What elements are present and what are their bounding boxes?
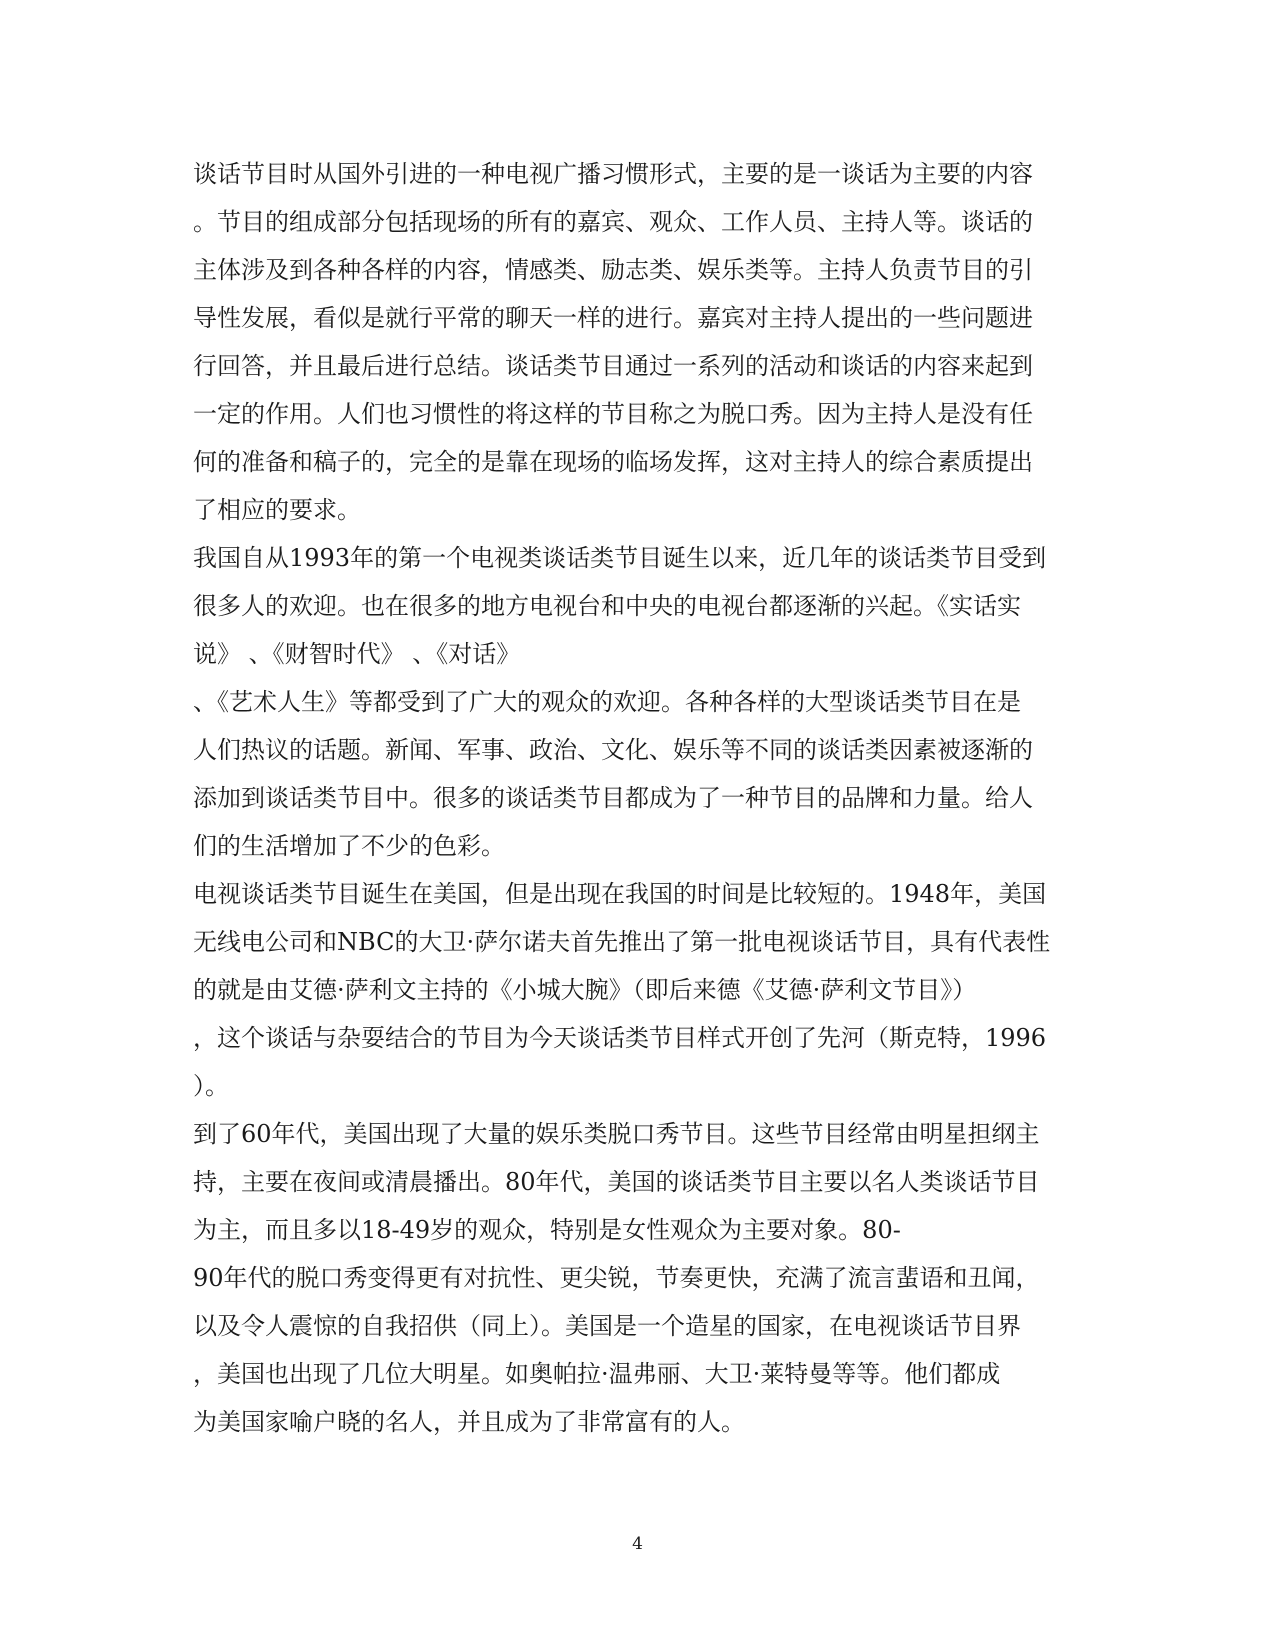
text-line: 一定的作用。人们也习惯性的将这样的节目称之为脱口秀。因为主持人是没有任 [193, 400, 1033, 428]
text-line: ，美国也出现了几位大明星。如奥帕拉·温弗丽、大卫·莱特曼等等。他们都成 [193, 1360, 1001, 1388]
text-line: 的就是由艾德·萨利文主持的《小城大腕》（即后来德《艾德·萨利文节目》） [193, 976, 977, 1004]
text-line: 导性发展，看似是就行平常的聊天一样的进行。嘉宾对主持人提出的一些问题进 [193, 304, 1033, 332]
text-line: 何的准备和稿子的，完全的是靠在现场的临场发挥，这对主持人的综合素质提出 [193, 448, 1033, 476]
text-line: 无线电公司和NBC的大卫·萨尔诺夫首先推出了第一批电视谈话节目，具有代表性 [193, 928, 1051, 956]
text-line: 我国自从1993年的第一个电视类谈话类节目诞生以来，近几年的谈话类节目受到 [193, 544, 1047, 572]
text-line: 90年代的脱口秀变得更有对抗性、更尖锐，节奏更快，充满了流言蜚语和丑闻， [193, 1264, 1040, 1292]
text-line: 到了60年代，美国出现了大量的娱乐类脱口秀节目。这些节目经常由明星担纲主 [193, 1120, 1040, 1148]
text-line: 添加到谈话类节目中。很多的谈话类节目都成为了一种节目的品牌和力量。给人 [193, 784, 1033, 812]
body-text [193, 150, 1093, 1446]
text-line: 行回答，并且最后进行总结。谈话类节目通过一系列的活动和谈话的内容来起到 [193, 352, 1033, 380]
text-line: ，这个谈话与杂耍结合的节目为今天谈话类节目样式开创了先河（斯克特，1996 [193, 1024, 1047, 1052]
text-line: 。节目的组成部分包括现场的所有的嘉宾、观众、工作人员、主持人等。谈话的 [193, 208, 1033, 236]
text-line: 以及令人震惊的自我招供（同上）。美国是一个造星的国家，在电视谈话节目界 [193, 1312, 1021, 1340]
text-line: 为美国家喻户晓的名人，并且成为了非常富有的人。 [193, 1408, 745, 1436]
text-line: 、《艺术人生》等都受到了广大的观众的欢迎。各种各样的大型谈话类节目在是 [193, 688, 1021, 716]
text-line: ）。 [193, 1072, 229, 1100]
text-line: 持，主要在夜间或清晨播出。80年代，美国的谈话类节目主要以名人类谈话节目 [193, 1168, 1040, 1196]
text-line: 人们热议的话题。新闻、军事、政治、文化、娱乐等不同的谈话类因素被逐渐的 [193, 736, 1033, 764]
text-line: 了相应的要求。 [193, 496, 361, 524]
text-line: 主体涉及到各种各样的内容，情感类、励志类、娱乐类等。主持人负责节目的引 [193, 256, 1033, 284]
text-line: 说》 、《财智时代》 、《对话》 [193, 640, 521, 668]
text-line: 们的生活增加了不少的色彩。 [193, 832, 505, 860]
page-number: 4 [632, 1534, 643, 1554]
text-line: 很多人的欢迎。也在很多的地方电视台和中央的电视台都逐渐的兴起。《实话实 [193, 592, 1021, 620]
text-line: 为主，而且多以18-49岁的观众，特别是女性观众为主要对象。80- [193, 1216, 901, 1244]
text-line: 谈话节目时从国外引进的一种电视广播习惯形式，主要的是一谈话为主要的内容 [193, 160, 1033, 188]
text-line: 电视谈话类节目诞生在美国，但是出现在我国的时间是比较短的。1948年，美国 [193, 880, 1047, 908]
